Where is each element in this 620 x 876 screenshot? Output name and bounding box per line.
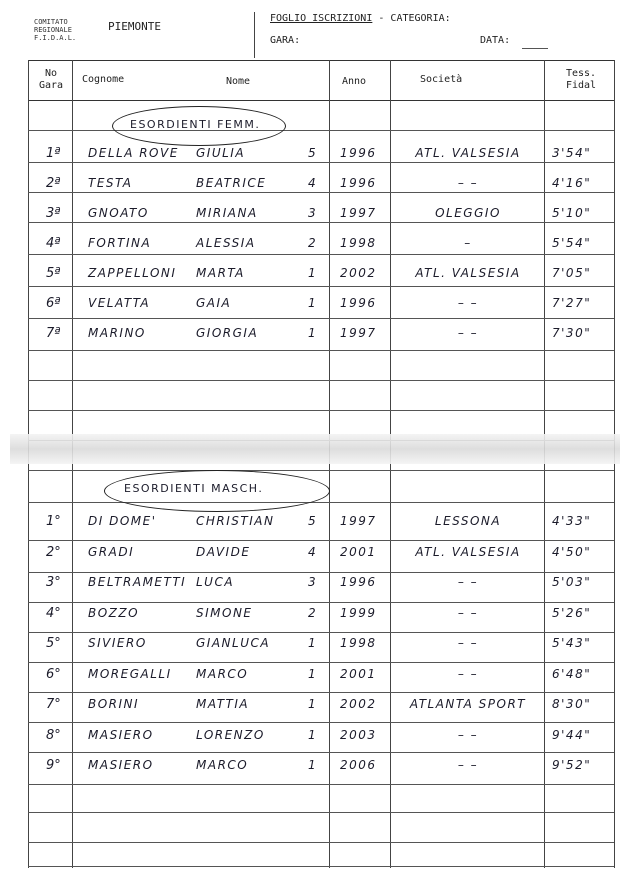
category-label: - CATEGORIA:	[378, 13, 451, 24]
nome-cell: LUCA	[196, 575, 235, 589]
anno-cell: 2003	[340, 727, 377, 742]
anno-cell: 1997	[340, 326, 377, 340]
tempo-cell: 7'27"	[552, 296, 592, 310]
nome-cell: LORENZO	[196, 727, 265, 742]
nome-cell: GIANLUCA	[196, 636, 271, 650]
nome-cell: BEATRICE	[196, 176, 267, 190]
tempo-cell: 4'33"	[552, 514, 592, 528]
nome-cell: DAVIDE	[196, 544, 251, 559]
points-cell: 1	[308, 326, 318, 340]
points-cell: 1	[308, 758, 318, 772]
cognome-cell: TESTA	[88, 176, 133, 190]
nome-cell: GIORGIA	[196, 326, 259, 340]
cognome-cell: SIVIERO	[88, 636, 147, 650]
anno-cell: 2001	[340, 666, 377, 681]
column-header-nome: Nome	[226, 76, 251, 87]
row-line	[28, 784, 614, 785]
cognome-cell: MOREGALLI	[88, 666, 172, 681]
tempo-cell: 8'30"	[552, 697, 592, 711]
societa-cell: LESSONA	[434, 514, 502, 528]
societa-cell: ATLANTA SPORT	[409, 697, 527, 711]
points-cell: 1	[308, 266, 318, 280]
position-cell: 2ª	[46, 176, 61, 191]
cognome-cell: FORTINA	[88, 236, 152, 250]
row-line	[28, 632, 614, 633]
column-header-cognome: Cognome	[82, 74, 125, 85]
row-line	[28, 502, 614, 503]
position-cell: 4°	[46, 605, 61, 621]
row-line	[28, 722, 614, 723]
points-cell: 1	[308, 636, 318, 650]
position-cell: 3°	[46, 575, 61, 590]
nome-cell: ALESSIA	[196, 236, 256, 250]
tempo-cell: 5'26"	[552, 605, 592, 620]
anno-cell: 1999	[340, 605, 377, 620]
societa-cell: – –	[457, 176, 479, 190]
table-right-border	[614, 60, 615, 868]
anno-cell: 1998	[340, 636, 377, 650]
anno-cell: 1996	[340, 146, 377, 160]
cognome-cell: MASIERO	[88, 727, 154, 742]
nome-cell: CHRISTIAN	[196, 514, 275, 528]
tempo-cell: 5'54"	[552, 236, 592, 250]
cognome-cell: BOZZO	[88, 605, 140, 620]
data-label: DATA:	[480, 35, 511, 46]
nome-cell: MARTA	[196, 266, 245, 280]
points-cell: 4	[308, 176, 318, 190]
points-cell: 2	[308, 236, 318, 250]
col-divider-societa	[544, 60, 545, 868]
cognome-cell: DI DOME'	[88, 514, 157, 528]
row-line	[28, 222, 614, 223]
societa-cell: ATL. VALSESIA	[415, 146, 521, 160]
header-divider	[254, 12, 255, 58]
points-cell: 2	[308, 605, 318, 620]
nome-cell: GAIA	[196, 296, 232, 310]
anno-cell: 1998	[340, 236, 377, 250]
position-cell: 7°	[46, 697, 61, 712]
tempo-cell: 9'44"	[552, 727, 592, 742]
cognome-cell: BELTRAMETTI	[88, 575, 187, 589]
row-line	[28, 470, 614, 471]
col-divider-no	[72, 60, 73, 868]
table-top-border	[28, 60, 614, 61]
societa-cell: – –	[457, 727, 479, 742]
position-cell: 1ª	[46, 146, 61, 161]
societa-cell: ATL. VALSESIA	[415, 544, 521, 559]
points-cell: 5	[308, 146, 318, 160]
cognome-cell: BORINI	[88, 697, 140, 711]
anno-cell: 1996	[340, 176, 377, 190]
anno-cell: 1997	[340, 206, 377, 220]
cognome-cell: GRADI	[88, 544, 135, 559]
societa-cell: –	[464, 236, 472, 250]
tempo-cell: 5'03"	[552, 575, 592, 589]
anno-cell: 2001	[340, 544, 377, 559]
points-cell: 1	[308, 697, 318, 711]
scan-artifact-band	[10, 434, 620, 464]
row-line	[28, 192, 614, 193]
tempo-cell: 4'16"	[552, 176, 592, 190]
row-line	[28, 662, 614, 663]
nome-cell: MARCO	[196, 758, 249, 772]
societa-cell: – –	[457, 605, 479, 620]
position-cell: 8°	[46, 727, 61, 743]
anno-cell: 2002	[340, 266, 377, 280]
row-line	[28, 318, 614, 319]
tempo-cell: 9'52"	[552, 758, 592, 772]
col-divider-anno	[390, 60, 391, 868]
row-line	[28, 572, 614, 573]
societa-cell: – –	[457, 575, 479, 589]
societa-cell: ATL. VALSESIA	[415, 266, 521, 280]
sheet-title	[270, 13, 451, 24]
table-left-border	[28, 60, 29, 868]
points-cell: 1	[308, 666, 318, 681]
col-divider-name	[329, 60, 330, 868]
nome-cell: MIRIANA	[196, 206, 258, 220]
anno-cell: 1996	[340, 296, 377, 310]
data-underline	[522, 48, 548, 49]
position-cell: 6ª	[46, 296, 61, 311]
societa-cell: – –	[457, 666, 479, 681]
male-section-label: ESORDIENTI MASCH.	[124, 482, 264, 495]
position-cell: 6°	[46, 666, 61, 682]
row-line	[28, 380, 614, 381]
cognome-cell: VELATTA	[88, 296, 151, 310]
points-cell: 5	[308, 514, 318, 528]
position-cell: 2°	[46, 544, 61, 560]
position-cell: 7ª	[46, 326, 61, 341]
row-line	[28, 350, 614, 351]
column-header-tessera: Tess. Fidal	[565, 68, 597, 91]
position-cell: 4ª	[46, 236, 61, 251]
position-cell: 1°	[46, 514, 61, 529]
female-section-label: ESORDIENTI FEMM.	[130, 118, 261, 131]
societa-cell: – –	[457, 636, 479, 650]
cognome-cell: MARINO	[88, 326, 146, 340]
row-line	[28, 602, 614, 603]
anno-cell: 2002	[340, 697, 377, 711]
tempo-cell: 5'10"	[552, 206, 592, 220]
column-header-societa: Società	[420, 74, 463, 85]
row-line	[28, 540, 614, 541]
row-line	[28, 692, 614, 693]
row-line	[28, 752, 614, 753]
cognome-cell: ZAPPELLONI	[88, 266, 177, 280]
points-cell: 1	[308, 727, 318, 742]
societa-cell: – –	[457, 758, 479, 772]
anno-cell: 1996	[340, 575, 377, 589]
row-line	[28, 410, 614, 411]
row-line	[28, 286, 614, 287]
nome-cell: GIULIA	[196, 146, 246, 160]
points-cell: 3	[308, 206, 318, 220]
nome-cell: MATTIA	[196, 697, 250, 711]
row-line	[28, 162, 614, 163]
position-cell: 3ª	[46, 206, 61, 221]
nome-cell: SIMONE	[196, 605, 253, 620]
points-cell: 1	[308, 296, 318, 310]
tempo-cell: 4'50"	[552, 544, 592, 559]
societa-cell: – –	[457, 296, 479, 310]
column-header-anno: Anno	[342, 76, 367, 87]
points-cell: 3	[308, 575, 318, 589]
gara-label: GARA:	[270, 35, 301, 46]
row-line	[28, 254, 614, 255]
header-bottom-border	[28, 100, 614, 101]
region-name: PIEMONTE	[108, 20, 161, 33]
column-header-no-gara: No Gara	[38, 68, 64, 91]
position-cell: 5ª	[46, 266, 61, 281]
row-line	[28, 842, 614, 843]
row-line	[28, 812, 614, 813]
societa-cell: OLEGGIO	[435, 206, 501, 220]
tempo-cell: 3'54"	[552, 146, 592, 160]
cognome-cell: GNOATO	[88, 206, 149, 220]
anno-cell: 1997	[340, 514, 377, 528]
position-cell: 9°	[46, 758, 61, 773]
nome-cell: MARCO	[196, 666, 249, 681]
anno-cell: 2006	[340, 758, 377, 772]
points-cell: 4	[308, 544, 318, 559]
position-cell: 5°	[46, 636, 61, 651]
sheet-title-prefix: FOGLIO ISCRIZIONI	[270, 13, 373, 24]
societa-cell: – –	[457, 326, 479, 340]
tempo-cell: 7'05"	[552, 266, 592, 280]
cognome-cell: MASIERO	[88, 758, 154, 772]
tempo-cell: 7'30"	[552, 326, 592, 340]
tempo-cell: 5'43"	[552, 636, 592, 650]
federation-logo-text: COMITATO REGIONALE F.I.D.A.L.	[34, 18, 77, 42]
row-line	[28, 866, 614, 867]
cognome-cell: DELLA ROVE	[88, 146, 179, 160]
tempo-cell: 6'48"	[552, 666, 592, 681]
